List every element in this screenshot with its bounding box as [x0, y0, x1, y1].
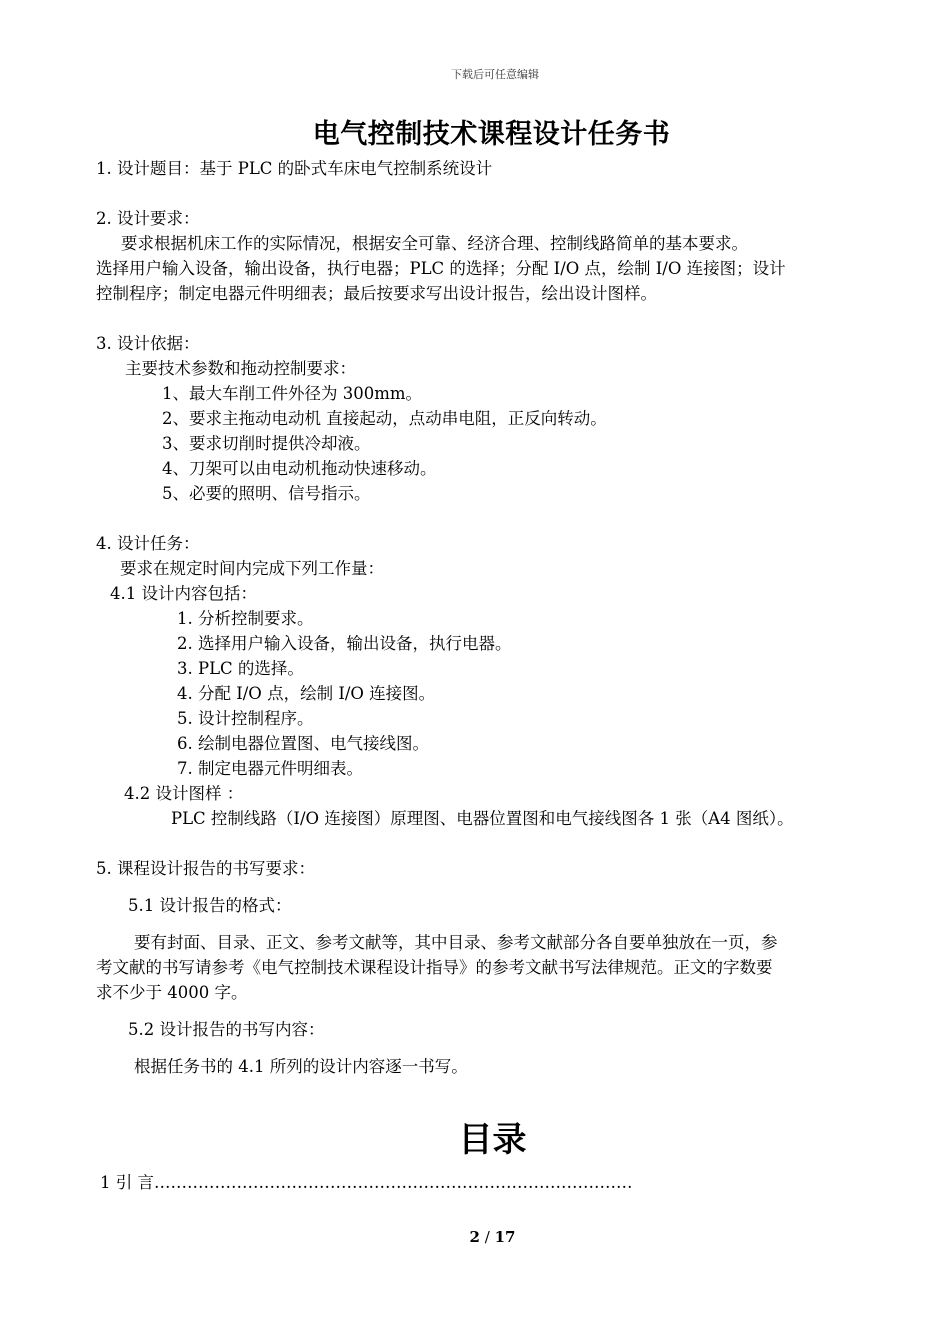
list-item: 1. 分析控制要求。	[177, 609, 314, 628]
section-2-paragraph-line: 要求根据机床工作的实际情况，根据安全可靠、经济合理、控制线路简单的基本要求。	[121, 234, 748, 253]
section-4-2-text: PLC 控制线路（I/O 连接图）原理图、电器位置图和电气接线图各 1 张（A4 图纸）。	[171, 809, 794, 828]
section-4-2-heading: 4.2 设计图样 ：	[124, 784, 244, 803]
section-5-heading: 5. 课程设计报告的书写要求：	[96, 859, 315, 878]
list-item: 3、要求切削时提供冷却液。	[162, 434, 371, 453]
section-5-1-paragraph-line: 求不少于 4000 字。	[96, 983, 248, 1002]
page-current: 2	[469, 1228, 480, 1246]
section-5-1-paragraph-line: 要有封面、目录、正文、参考文献等，其中目录、参考文献部分各自要单独放在一页，参	[134, 933, 778, 952]
section-1-design-topic: 1. 设计题目：基于 PLC 的卧式车床电气控制系统设计	[96, 159, 493, 178]
header-note: 下载后可任意编辑	[451, 68, 539, 81]
section-3-heading: 3. 设计依据：	[96, 334, 200, 353]
toc-title: 目录	[458, 1120, 527, 1160]
section-2-paragraph-line: 选择用户输入设备，输出设备，执行电器；PLC 的选择；分配 I/O 点，绘制 I/O 连接图；设计	[96, 259, 786, 278]
list-item: 2. 选择用户输入设备，输出设备，执行电器。	[177, 634, 512, 653]
document-title: 电气控制技术课程设计任务书	[312, 119, 671, 150]
list-item: 6. 绘制电器位置图、电气接线图。	[177, 734, 429, 753]
toc-entry: 1 引 言……………………………………………………………………………	[100, 1173, 633, 1192]
section-5-2-heading: 5.2 设计报告的书写内容：	[128, 1020, 325, 1039]
section-4-subheading: 要求在规定时间内完成下列工作量：	[120, 559, 384, 578]
section-3-subheading: 主要技术参数和拖动控制要求：	[125, 359, 356, 378]
section-4-heading: 4. 设计任务：	[96, 534, 200, 553]
section-2-paragraph-line: 控制程序；制定电器元件明细表；最后按要求写出设计报告，绘出设计图样。	[96, 284, 657, 303]
section-2-heading: 2. 设计要求：	[96, 209, 200, 228]
list-item: 1、最大车削工件外径为 300mm。	[162, 384, 423, 403]
list-item: 3. PLC 的选择。	[177, 659, 304, 678]
page-total: 17	[494, 1228, 516, 1246]
list-item: 4. 分配 I/O 点，绘制 I/O 连接图。	[177, 684, 436, 703]
list-item: 4、刀架可以由电动机拖动快速移动。	[162, 459, 437, 478]
list-item: 5. 设计控制程序。	[177, 709, 314, 728]
list-item: 7. 制定电器元件明细表。	[177, 759, 363, 778]
list-item: 5、必要的照明、信号指示。	[162, 484, 371, 503]
section-5-1-paragraph-line: 考文献的书写请参考《电气控制技术课程设计指导》的参考文献书写法律规范。正文的字数要	[96, 958, 773, 977]
section-5-2-text: 根据任务书的 4.1 所列的设计内容逐一书写。	[134, 1057, 468, 1076]
section-4-1-heading: 4.1 设计内容包括：	[110, 584, 257, 603]
list-item: 2、要求主拖动电动机 直接起动，点动串电阻，正反向转动。	[162, 409, 607, 428]
section-5-1-heading: 5.1 设计报告的格式：	[128, 896, 292, 915]
page-separator: /	[479, 1228, 495, 1246]
page-number	[0, 1228, 950, 1246]
